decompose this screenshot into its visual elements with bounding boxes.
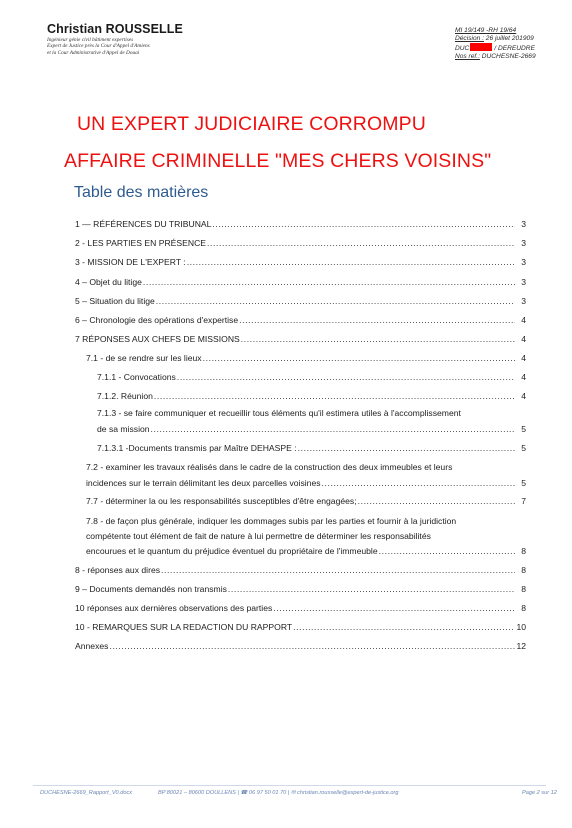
dot-leader: [203, 353, 515, 363]
toc-entry-text: 6 – Chronologie des opérations d'expertise: [75, 315, 239, 325]
toc-entry[interactable]: [97, 443, 526, 453]
parties-left: DUC: [455, 45, 470, 53]
footer-contact: BP 80021 – 80600 DOULLENS | ☎ 06 97 50 01 70 | ✉ christian.rousselle@expert-de-justice.org: [158, 790, 399, 796]
toc-entry[interactable]: [75, 277, 526, 287]
toc-entry-text: incidences sur le terrain délimitant les deux parcelles voisines: [86, 478, 321, 488]
toc-entry-text: 7 RÉPONSES AUX CHEFS DE MISSIONS: [75, 334, 240, 344]
toc-entry-page: 3: [521, 296, 526, 306]
toc-entry-page: 4: [521, 391, 526, 401]
toc-entry-text-wrap: 7.2 - examiner les travaux réalisés dans le cadre de la construction des deux immeubles et leurs: [86, 462, 453, 472]
credential-line: et la Cour Administrative d'Appel de Douai: [47, 49, 140, 56]
decision-label: Décision :: [455, 35, 484, 43]
toc-entry-text-wrap: compétente tout élément de fait de nature à lui permettre de déterminer les responsabilités: [86, 531, 431, 541]
toc-entry[interactable]: [75, 603, 526, 613]
toc-heading: Table des matières: [74, 184, 209, 201]
toc-entry[interactable]: [75, 296, 526, 306]
toc-entry[interactable]: [86, 353, 526, 363]
dot-leader: [207, 238, 515, 248]
credential-line: Expert de Justice près la Cour d'Appel d'Amiens: [47, 43, 150, 50]
dot-leader: [109, 641, 515, 651]
our-reference-label: Nos ref.:: [455, 53, 480, 61]
toc-entry-page: 3: [521, 219, 526, 229]
toc-entry[interactable]: [97, 424, 526, 434]
author-name: Christian ROUSSELLE: [47, 22, 183, 36]
dot-leader: [358, 496, 515, 506]
toc-entry[interactable]: [75, 334, 526, 344]
toc-entry[interactable]: [86, 496, 526, 506]
toc-entry-text: 1 — RÉFÉRENCES DU TRIBUNAL: [75, 219, 212, 229]
dot-leader: [177, 372, 515, 382]
dot-leader: [212, 219, 515, 229]
toc-entry[interactable]: [97, 372, 526, 382]
red-title-line-2: AFFAIRE CRIMINELLE "MES CHERS VOISINS": [64, 150, 492, 172]
toc-entry-page: 5: [521, 478, 526, 488]
toc-entry-text: Annexes: [75, 641, 109, 651]
footer-filename: DUCHESNE-2669_Rapport_V0.docx: [40, 790, 133, 796]
toc-entry[interactable]: [75, 219, 526, 229]
toc-entry-text: 10 - REMARQUES SUR LA REDACTION DU RAPPORT: [75, 622, 293, 632]
toc-entry-page: 3: [521, 238, 526, 248]
toc-entry-text-wrap: 7.8 - de façon plus générale, indiquer les dommages subis par les parties et fournir à la juridiction: [86, 516, 457, 526]
redaction-box: [470, 43, 492, 51]
toc-entry[interactable]: [75, 622, 526, 632]
dot-leader: [379, 546, 515, 556]
toc-entry[interactable]: [86, 546, 526, 556]
our-reference: [455, 53, 567, 61]
dot-leader: [273, 603, 515, 613]
parties-reference: [455, 43, 567, 53]
credential-line: Ingénieur génie civil bâtiment expertises: [47, 37, 134, 43]
dot-leader: [241, 334, 515, 344]
toc-entry-page: 8: [521, 603, 526, 613]
toc-entry-page: 4: [521, 315, 526, 325]
toc-entry[interactable]: [97, 391, 526, 401]
toc-entry-page: 4: [521, 334, 526, 344]
parties-right: / DEREUDRE: [494, 45, 535, 53]
toc-entry[interactable]: [75, 257, 526, 267]
toc-entry-text: de sa mission: [97, 424, 150, 434]
dot-leader: [154, 391, 515, 401]
toc-entry-text: encourues et le quantum du préjudice éventuel du propriétaire de l'immeuble: [86, 546, 378, 556]
toc-entry-page: 3: [521, 277, 526, 287]
dot-leader: [151, 424, 515, 434]
dot-leader: [293, 622, 515, 632]
toc-entry-page: 7: [521, 496, 526, 506]
dot-leader: [156, 296, 515, 306]
toc-entry-text: 4 – Objet du litige: [75, 277, 142, 287]
toc-entry-page: 8: [521, 584, 526, 594]
letterhead: [47, 22, 183, 56]
toc-entry-text: 2 - LES PARTIES EN PRÉSENCE: [75, 238, 207, 248]
toc-entry[interactable]: [86, 478, 526, 488]
case-reference: MI 19/149 -RH 19/64: [455, 27, 517, 34]
decision-value: 26 juillet 201909: [485, 35, 534, 43]
dot-leader: [228, 584, 515, 594]
decision-date: [455, 35, 567, 43]
dot-leader: [143, 277, 515, 287]
toc-entry-text: 3 - MISSION DE L'EXPERT :: [75, 257, 186, 267]
toc-entry-text: 7.1.2. Réunion: [97, 391, 153, 401]
toc-entry-text: 5 – Situation du litige: [75, 296, 155, 306]
toc-entry-text-wrap: 7.1.3 - se faire communiquer et recueillir tous éléments qu'il estimera utiles à l'accomplissement: [97, 408, 461, 418]
toc-entry-text: 7.1 - de se rendre sur les lieux: [86, 353, 202, 363]
toc-entry[interactable]: [75, 565, 526, 575]
toc-entry-page: 3: [521, 257, 526, 267]
toc-entry-page: 4: [521, 372, 526, 382]
dot-leader: [187, 257, 515, 267]
toc-entry-page: 5: [521, 443, 526, 453]
dot-leader: [239, 315, 515, 325]
toc-entry-page: 8: [521, 565, 526, 575]
toc-entry-page: 8: [521, 546, 526, 556]
footer-page-number: Page 2 sur 12: [522, 790, 557, 796]
toc-entry[interactable]: [75, 641, 526, 651]
our-reference-value: DUCHESNE-2669: [481, 53, 536, 61]
reference-block: [455, 27, 567, 61]
footer-divider: [33, 785, 546, 786]
toc-entry[interactable]: [75, 584, 526, 594]
toc-entry-text: 10 réponses aux dernières observations des parties: [75, 603, 273, 613]
dot-leader: [322, 478, 515, 488]
toc-entry-text: 7.1.1 - Convocations: [97, 372, 176, 382]
toc-entry-page: 4: [521, 353, 526, 363]
toc-entry-text: 7.7 - déterminer la ou les responsabilités susceptibles d'être engagées;: [86, 496, 357, 506]
dot-leader: [161, 565, 515, 575]
toc-entry[interactable]: [75, 315, 526, 325]
toc-entry-page: 5: [521, 424, 526, 434]
author-credentials: [47, 37, 183, 56]
toc-entry-page: 10: [516, 622, 526, 632]
toc-entry-text: 7.1.3.1 -Documents transmis par Maître DEHASPE :: [97, 443, 297, 453]
toc-entry-page: 12: [516, 641, 526, 651]
toc-entry-text: 8 - réponses aux dires: [75, 565, 161, 575]
toc-entry[interactable]: [75, 238, 526, 248]
toc-entry-text: 9 – Documents demandés non transmis: [75, 584, 227, 594]
dot-leader: [298, 443, 515, 453]
red-title-line-1: UN EXPERT JUDICIAIRE CORROMPU: [77, 113, 426, 135]
